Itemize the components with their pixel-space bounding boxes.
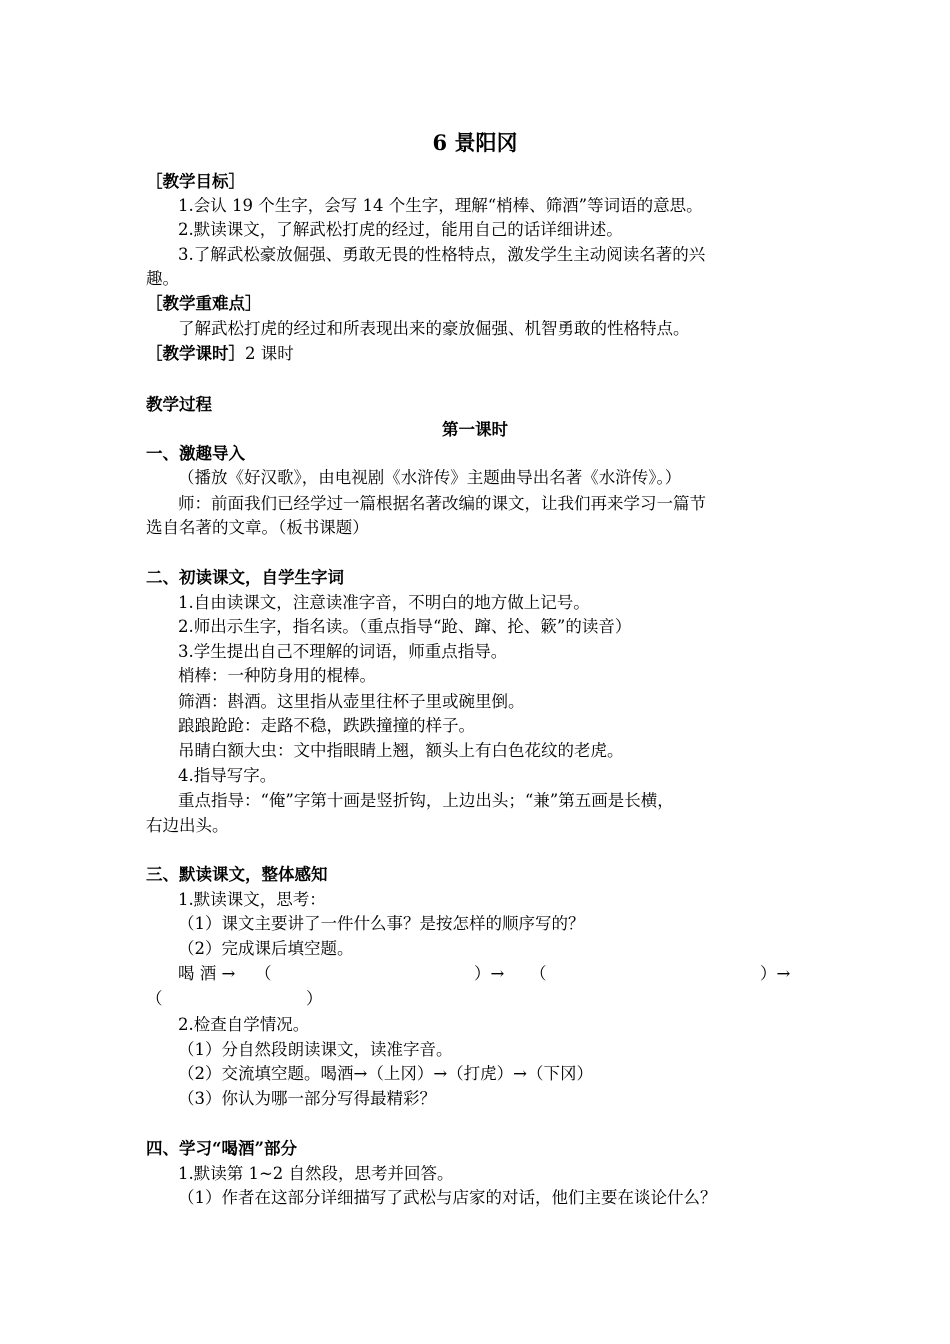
section-heading: 三、默读课文，整体感知 [146, 865, 328, 884]
fill-blank-open: （ [146, 989, 163, 1008]
section-line: 1.默读第 1~2 自然段，思考并回答。 [178, 1164, 454, 1183]
section-line: （3）你认为哪一部分写得最精彩？ [178, 1089, 436, 1108]
section-line: 1.自由读课文，注意读准字音，不明白的地方做上记号。 [178, 593, 590, 612]
section-line: 吊睛白额大虫：文中指眼睛上翘，额头上有白色花纹的老虎。 [178, 741, 624, 760]
fill-blank-close: ）→ [760, 964, 791, 983]
section-line: 2.检查自学情况。 [178, 1015, 310, 1034]
goal-item: 1.会认 19 个生字，会写 14 个生字，理解“梢棒、筛酒”等词语的意思。 [178, 196, 703, 215]
hours-heading: ［教学课时］ [146, 344, 245, 363]
section-line: （1）作者在这部分详细描写了武松与店家的对话，他们主要在谈论什么？ [178, 1188, 717, 1207]
section-line: 1.默读课文，思考： [178, 890, 326, 909]
fill-blank-close: ） [306, 989, 323, 1008]
fill-blank-close: ）→ [474, 964, 505, 983]
section-line: （1）分自然段朗读课文，读准字音。 [178, 1040, 453, 1059]
section-line: 选自名著的文章。（板书课题） [146, 518, 369, 537]
hours-line [146, 342, 294, 366]
section-heading: 二、初读课文，自学生字词 [146, 568, 344, 587]
section-line: 筛酒：斟酒。这里指从壶里往杯子里或碗里倒。 [178, 692, 525, 711]
section-line: 师：前面我们已经学过一篇根据名著改编的课文，让我们再来学习一篇节 [178, 494, 706, 513]
section-line: 踉踉跄跄：走路不稳，跌跌撞撞的样子。 [178, 716, 475, 735]
section-line: 3.学生提出自己不理解的词语，师重点指导。 [178, 642, 508, 661]
section-line: 重点指导：“俺”字第十画是竖折钩，上边出头；“兼”第五画是长横， [178, 791, 674, 810]
section-line: 4.指导写字。 [178, 766, 277, 785]
lesson-heading: 第一课时 [442, 420, 508, 439]
section-line: （2）完成课后填空题。 [178, 939, 354, 958]
goal-item: 趣。 [146, 269, 179, 288]
section-line: 2.师出示生字，指名读。（重点指导“跄、蹿、抡、簌”的读音） [178, 617, 632, 636]
hours-value: 2 课时 [245, 344, 294, 363]
goal-item: 3.了解武松豪放倔强、勇敢无畏的性格特点，激发学生主动阅读名著的兴 [178, 245, 706, 264]
section-line: （2）交流填空题。喝酒→（上冈）→（打虎）→（下冈） [178, 1064, 593, 1083]
keypoints-text: 了解武松打虎的经过和所表现出来的豪放倔强、机智勇敢的性格特点。 [178, 319, 690, 338]
fill-blank-open: （ [255, 964, 272, 983]
fill-start: 喝 酒 → [178, 964, 236, 983]
goals-heading: ［教学目标］ [146, 172, 245, 191]
page-title: 6 景阳冈 [432, 130, 518, 155]
section-line: 梢棒：一种防身用的棍棒。 [178, 666, 376, 685]
fill-blank-open: （ [530, 964, 547, 983]
process-heading: 教学过程 [146, 395, 212, 414]
section-heading: 四、学习“喝酒”部分 [146, 1139, 297, 1158]
keypoints-heading: ［教学重难点］ [146, 294, 262, 313]
section-line: 右边出头。 [146, 816, 229, 835]
section-line: （播放《好汉歌》，由电视剧《水浒传》主题曲导出名著《水浒传》。） [178, 468, 682, 487]
section-line: （1）课文主要讲了一件什么事？是按怎样的顺序写的？ [178, 914, 585, 933]
section-heading: 一、激趣导入 [146, 444, 245, 463]
goal-item: 2.默读课文，了解武松打虎的经过，能用自己的话详细讲述。 [178, 220, 623, 239]
